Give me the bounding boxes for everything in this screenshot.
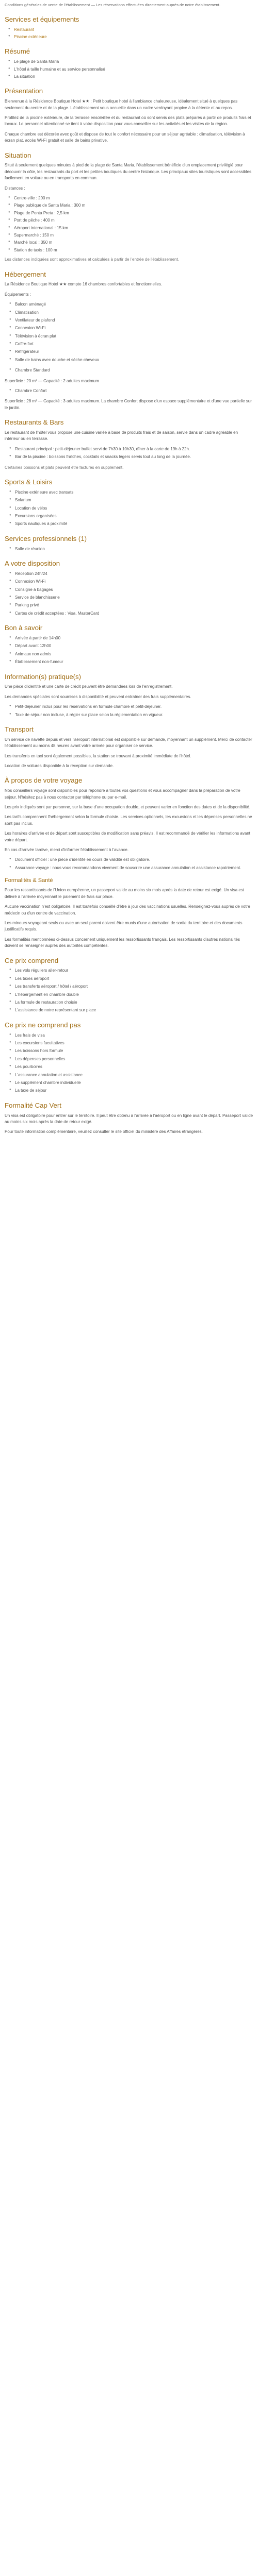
services-section xyxy=(5,15,253,41)
services-item[interactable] xyxy=(5,27,253,33)
distance-item: ● Aéroport international : 15 km xyxy=(5,225,253,231)
formalites-title: Formalités & Santé xyxy=(5,877,53,884)
bon-a-savoir-item: ● Arrivée à partir de 14h00 xyxy=(5,635,253,641)
propos-paragraph: Les prix indiqués sont par personne, sur la base d'une occupation double, et peuvent varier en fonction des dates et de la disponibilité. xyxy=(5,805,251,810)
formalites-paragraph: Les formalités mentionnées ci-dessus concernent uniquement les ressortissants français. Les ressortissants d'autres nationalités doivent se renseigner auprès des autorités compétentes. xyxy=(5,937,240,948)
hebergement-section xyxy=(5,270,253,412)
equip-item: ● Télévision à écran plat xyxy=(5,333,253,340)
restaurants-title: Restaurants & Bars xyxy=(5,418,64,427)
autre-item: ● Consigne à bagages xyxy=(5,587,253,593)
sports-item: ● Location de vélos xyxy=(5,505,253,512)
propos-item: ● Document officiel : une pièce d'identité en cours de validité est obligatoire. xyxy=(5,857,253,863)
situation-paragraph: Situé à seulement quelques minutes à pied de la plage de Santa Maria, l'établissement bénéficie d'un emplacement privilégié pour découvrir la côte, les restaurants du port et les petites boutiques du centre historique. Les principaux sites touristiques sont accessibles facilement en voiture ou en transports en commun. xyxy=(5,163,252,181)
prix-comprend-item: ● L'hébergement en chambre double xyxy=(5,992,253,998)
resume-title: Résumé xyxy=(5,47,30,56)
services-pro-title: Services professionnels (1) xyxy=(5,534,87,543)
equip-item: ● Réfrigérateur xyxy=(5,349,253,355)
presentation-paragraph: Profitez de la piscine extérieure, de la terrasse ensoleillée et du restaurant où sont servis des plats préparés à partir de produits frais et locaux. Le personnel attentionné se tient à votre disposition pour vous conseiller sur les activités et les visites de la région. xyxy=(5,115,251,127)
bon-a-savoir-item: ● Animaux non admis xyxy=(5,651,253,657)
services-item[interactable] xyxy=(5,34,253,40)
bon-a-savoir-title: Bon à savoir xyxy=(5,624,43,632)
prix-ne-comprend-title: Ce prix ne comprend pas xyxy=(5,1021,81,1029)
info-title: Information(s) pratique(s) xyxy=(5,672,82,681)
sports-item: ● Sports nautiques à proximité xyxy=(5,521,253,527)
services-item-link[interactable]: Piscine extérieure xyxy=(14,35,47,39)
restaurant-item: ● Restaurant principal : petit-déjeuner buffet servi de 7h30 à 10h30, dîner à la carte de 19h à 22h. xyxy=(5,446,253,452)
formalite-cap-section xyxy=(5,1101,253,1136)
distances-label: Distances : xyxy=(5,185,25,191)
formalites-paragraph: Pour les ressortissants de l'Union européenne, un passeport valide au moins six mois après la date de retour est exigé. Un visa est délivré à l'arrivée moyennant le paiement de frais sur place. xyxy=(5,888,244,899)
autre-item: ● Cartes de crédit acceptées : Visa, MasterCard xyxy=(5,611,253,617)
formalite-cap-paragraph: Un visa est obligatoire pour entrer sur le territoire. Il peut être obtenu à l'arrivée à l'aéroport ou en ligne avant le départ. Passeport valide au moins six mois après la date de retour exigé. xyxy=(5,1113,253,1124)
prix-comprend-item: ● La formule de restauration choisie xyxy=(5,999,253,1006)
prix-ne-comprend-item: ● Les frais de visa xyxy=(5,1032,253,1039)
distance-item: ● Supermarché : 150 m xyxy=(5,232,253,239)
hebergement-title: Hébergement xyxy=(5,270,46,278)
restaurants-intro: Le restaurant de l'hôtel vous propose une cuisine variée à base de produits frais et de saison, servie dans un cadre agréable en intérieur ou en terrasse. xyxy=(5,430,238,442)
resume-list xyxy=(5,59,253,80)
equip-list xyxy=(5,301,253,363)
formalites-paragraph: Aucune vaccination n'est obligatoire. Il est toutefois conseillé d'être à jour des vaccinations usuelles. Renseignez-vous auprès de votre médecin ou d'un centre de vaccination. xyxy=(5,904,250,916)
prix-comprend-item: ● Les taxes aéroport xyxy=(5,976,253,982)
distance-item: ● Plage de Ponta Preta : 2,5 km xyxy=(5,210,253,216)
prix-comprend-section xyxy=(5,957,253,1014)
propos-paragraph: Les horaires d'arrivée et de départ sont susceptibles de modification sans préavis. Il est recommandé de vérifier les informations avant votre départ. xyxy=(5,831,250,842)
info-paragraph: Les demandes spéciales sont soumises à disponibilité et peuvent entraîner des frais supplémentaires. xyxy=(5,694,191,699)
distance-item: ● Marché local : 350 m xyxy=(5,240,253,246)
transport-paragraph: Les transferts en taxi sont également possibles, la station se trouvant à proximité immédiate de l'hôtel. xyxy=(5,753,191,758)
sports-section xyxy=(5,478,253,528)
room-sub-name: ● Chambre Confort xyxy=(5,388,253,394)
prix-comprend-item: ● Les vols réguliers aller-retour xyxy=(5,968,253,974)
prix-ne-comprend-section xyxy=(5,1021,253,1094)
info-paragraph: Une pièce d'identité et une carte de crédit peuvent être demandées lors de l'enregistrement. xyxy=(5,684,173,689)
services-title: Services et équipements xyxy=(5,15,79,23)
distances-list xyxy=(5,195,253,253)
services-pro-item: ● Salle de réunion xyxy=(5,546,253,552)
distance-item: ● Station de taxis : 100 m xyxy=(5,247,253,253)
info-item: ● Taxe de séjour non incluse, à régler sur place selon la réglementation en vigueur. xyxy=(5,712,253,718)
autre-list xyxy=(5,571,253,617)
prix-ne-comprend-item: ● Les boissons hors formule xyxy=(5,1048,253,1054)
services-list xyxy=(5,27,253,41)
prix-comprend-item: ● Les transferts aéroport / hôtel / aéroport xyxy=(5,984,253,990)
room-desc: Superficie : 20 m² — Capacité : 2 adultes maximum xyxy=(5,378,99,383)
presentation-paragraph: Chaque chambre est décorée avec goût et dispose de tout le confort nécessaire pour un séjour agréable : climatisation, télévision à écran plat, accès Wi-Fi gratuit et salle de bains privative. xyxy=(5,131,245,143)
top-notice-text: Conditions générales de vente de l'établissement — Les réservations effectuées directement auprès de notre établissement. xyxy=(5,3,220,7)
bon-a-savoir-item: ● Départ avant 12h00 xyxy=(5,643,253,649)
bon-a-savoir-section xyxy=(5,624,253,665)
propos-title: À propos de votre voyage xyxy=(5,776,83,785)
situation-title: Situation xyxy=(5,151,31,159)
propos-paragraph: Nos conseillers voyage sont disponibles pour répondre à toutes vos questions et vous accompagner dans la préparation de votre séjour. N'hésitez pas à nous contacter par téléphone ou par e-mail. xyxy=(5,788,240,800)
restaurant-item: ● Bar de la piscine : boissons fraîches, cocktails et snacks légers servis tout au long de la journée. xyxy=(5,454,253,460)
autre-item: ● Réception 24h/24 xyxy=(5,571,253,577)
room-list xyxy=(5,367,253,374)
room-sub-desc: Superficie : 28 m² — Capacité : 3 adultes maximum. La chambre Confort dispose d'un espace supplémentaire et d'une vue partielle sur le jardin. xyxy=(5,399,252,410)
equip-item: ● Connexion Wi-Fi xyxy=(5,325,253,331)
equip-item: ● Balcon aménagé xyxy=(5,301,253,308)
prix-ne-comprend-item: ● Les pourboires xyxy=(5,1064,253,1070)
formalites-paragraph: Les mineurs voyageant seuls ou avec un seul parent doivent être munis d'une autorisation de sortie du territoire et des documents justificatifs requis. xyxy=(5,920,243,932)
resume-section xyxy=(5,47,253,80)
distance-item: ● Port de pêche : 400 m xyxy=(5,217,253,224)
propos-section xyxy=(5,776,253,949)
autre-item: ● Service de blanchisserie xyxy=(5,595,253,601)
services-pro-section xyxy=(5,535,253,552)
situation-note: Les distances indiquées sont approximatives et calculées à partir de l'entrée de l'établissement. xyxy=(5,257,179,262)
sports-title: Sports & Loisirs xyxy=(5,478,53,486)
restaurants-section xyxy=(5,418,253,471)
transport-paragraph: Location de voitures disponible à la réception sur demande. xyxy=(5,764,114,769)
sports-item: ● Solarium xyxy=(5,497,253,503)
equip-label: Équipements : xyxy=(5,292,31,297)
prix-ne-comprend-list xyxy=(5,1032,253,1094)
equip-item: ● Salle de bains avec douche et sèche-cheveux xyxy=(5,357,253,363)
equip-item: ● Climatisation xyxy=(5,310,253,316)
info-item: ● Petit-déjeuner inclus pour les réservations en formule chambre et petit-déjeuner. xyxy=(5,704,253,710)
presentation-section xyxy=(5,87,253,144)
autre-item: ● Parking privé xyxy=(5,602,253,608)
distance-item: ● Centre-ville : 200 m xyxy=(5,195,253,201)
resume-item: ● L'hôtel à taille humaine et au service personnalisé xyxy=(5,66,253,73)
top-notice xyxy=(5,2,253,8)
prix-ne-comprend-item: ● L'assurance annulation et assistance xyxy=(5,1072,253,1078)
hebergement-intro: La Résidence Boutique Hotel ★★ compte 16 chambres confortables et fonctionnelles. xyxy=(5,282,163,287)
prix-ne-comprend-item: ● Le supplément chambre individuelle xyxy=(5,1080,253,1086)
info-section xyxy=(5,673,253,718)
room-name: ● Chambre Standard xyxy=(5,367,253,374)
formalite-cap-paragraph: Pour toute information complémentaire, veuillez consulter le site officiel du ministère des Affaires étrangères. xyxy=(5,1129,203,1134)
transport-section xyxy=(5,725,253,769)
prix-ne-comprend-item: ● Les dépenses personnelles xyxy=(5,1056,253,1062)
bon-a-savoir-item: ● Établissement non-fumeur xyxy=(5,659,253,665)
autre-section xyxy=(5,560,253,617)
restaurants-list xyxy=(5,446,253,461)
prix-ne-comprend-item: ● Les excursions facultatives xyxy=(5,1040,253,1046)
presentation-paragraph: Bienvenue à la Résidence Boutique Hotel ★★ : Petit boutique hotel à l'ambiance chaleureuse, idéalement situé à quelques pas seulement du centre et de la plage. L'établissement vous accueille dans un cadre verdoyant propice à la détente et au repos. xyxy=(5,99,238,110)
transport-paragraph: Un service de navette depuis et vers l'aéroport international est disponible sur demande, moyennant un supplément. Merci de contacter l'établissement au moins 48 heures avant votre arrivée pour organiser ce service. xyxy=(5,737,252,749)
autre-item: ● Connexion Wi-Fi xyxy=(5,579,253,585)
distance-item: ● Plage publique de Santa Maria : 300 m xyxy=(5,202,253,209)
restaurants-note: Certaines boissons et plats peuvent être facturés en supplément. xyxy=(5,465,124,470)
prix-ne-comprend-item: ● La taxe de séjour xyxy=(5,1088,253,1094)
propos-paragraph: En cas d'arrivée tardive, merci d'informer l'établissement à l'avance. xyxy=(5,848,128,853)
services-pro-list xyxy=(5,546,253,552)
propos-list xyxy=(5,857,253,871)
page xyxy=(0,0,258,1149)
sports-list xyxy=(5,489,253,528)
resume-item: ● Le plage de Santa Maria xyxy=(5,59,253,65)
services-item-link[interactable]: Restaurant xyxy=(14,27,35,32)
sports-item: ● Piscine extérieure avec transats xyxy=(5,489,253,496)
propos-paragraph: Les tarifs comprennent l'hébergement selon la formule choisie. Les services optionnels, les excursions et les dépenses personnelles ne sont pas inclus. xyxy=(5,815,252,826)
autre-title: A votre disposition xyxy=(5,560,60,568)
formalite-cap-title: Formalité Cap Vert xyxy=(5,1101,61,1109)
room-sub-list xyxy=(5,388,253,394)
sports-item: ● Excursions organisées xyxy=(5,513,253,519)
prix-comprend-list xyxy=(5,968,253,1013)
equip-item: ● Ventilateur de plafond xyxy=(5,317,253,324)
equip-item: ● Coffre-fort xyxy=(5,341,253,347)
situation-section xyxy=(5,151,253,263)
transport-title: Transport xyxy=(5,725,34,734)
propos-item: ● Assurance voyage : nous vous recommandons vivement de souscrire une assurance annulation et assistance rapatriement. xyxy=(5,865,253,871)
resume-item: ● La situation xyxy=(5,74,253,80)
prix-comprend-item: ● L'assistance de notre représentant sur place xyxy=(5,1007,253,1013)
bon-a-savoir-list xyxy=(5,635,253,666)
prix-comprend-title: Ce prix comprend xyxy=(5,956,59,964)
info-list xyxy=(5,704,253,718)
presentation-title: Présentation xyxy=(5,87,43,95)
